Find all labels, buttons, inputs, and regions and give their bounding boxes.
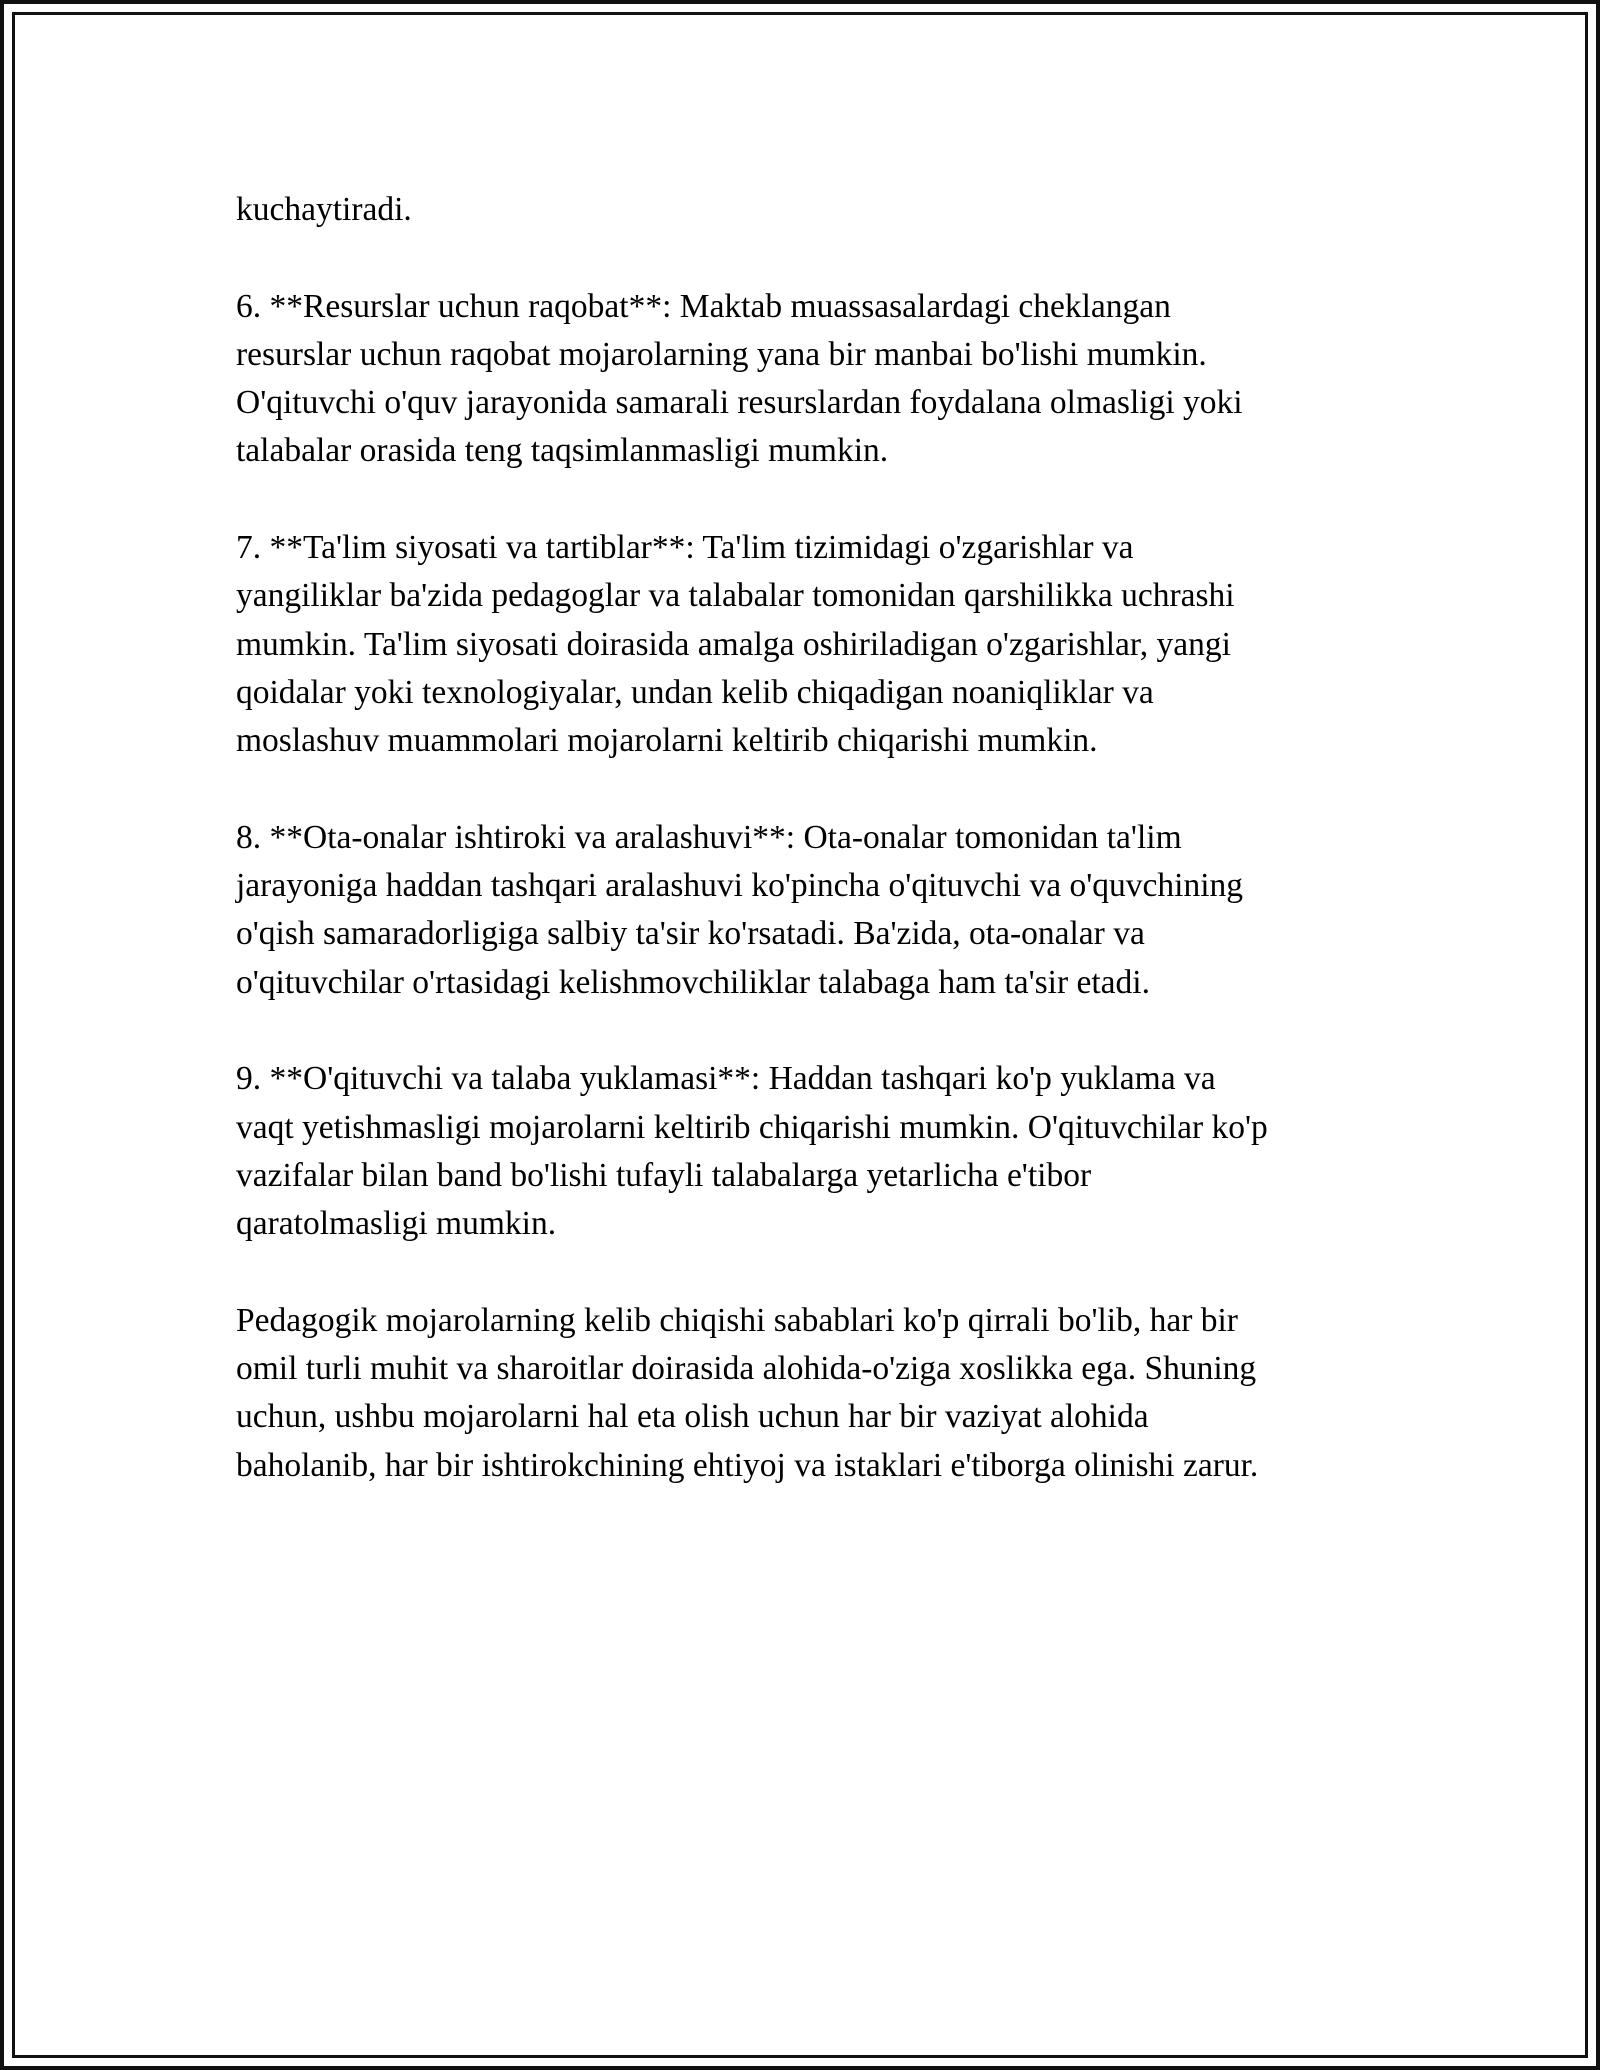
paragraph-item-6-resources (236, 283, 1386, 476)
text-line: mumkin. Ta'lim siyosati doirasida amalga oshiriladigan o'zgarishlar, yangi (236, 625, 1231, 663)
text-line: kuchaytiradi. (236, 191, 412, 228)
text-line: vazifalar bilan band bo'lishi tufayli talabalarga yetarlicha e'tibor (236, 1156, 1092, 1194)
text-line: 7. **Ta'lim siyosati va tartiblar**: Ta'lim tizimidagi o'zgarishlar va (236, 529, 1134, 567)
text-line: baholanib, har bir ishtirokchining ehtiyoj va istaklari e'tiborga olinishi zarur. (236, 1446, 1259, 1484)
text-line: vaqt yetishmasligi mojarolarni keltirib chiqarishi mumkin. O'qituvchilar ko'p (236, 1108, 1268, 1146)
text-line: 9. **O'qituvchi va talaba yuklamasi**: Haddan tashqari ko'p yuklama va (236, 1060, 1216, 1098)
text-line: o'qituvchilar o'rtasidagi kelishmovchiliklar talabaga ham ta'sir etadi. (236, 963, 1150, 1001)
paragraph-item-9-workload (236, 1055, 1386, 1248)
paragraph-item-7-policy (236, 524, 1386, 765)
text-line: qaratolmasligi mumkin. (236, 1205, 557, 1243)
text-line: yangiliklar ba'zida pedagoglar va talabalar tomonidan qarshilikka uchrashi (236, 577, 1235, 615)
text-line: 8. **Ota-onalar ishtiroki va aralashuvi**: Ota-onalar tomonidan ta'lim (236, 818, 1182, 856)
text-line: resurslar uchun raqobat mojarolarning yana bir manbai bo'lishi mumkin. (236, 335, 1207, 373)
paragraph-conclusion (236, 1297, 1386, 1490)
text-line: talabalar orasida teng taqsimlanmasligi mumkin. (236, 432, 889, 470)
text-line: uchun, ushbu mojarolarni hal eta olish uchun har bir vaziyat alohida (236, 1398, 1149, 1436)
text-line: O'qituvchi o'quv jarayonida samarali resurslardan foydalana olmasligi yoki (236, 384, 1243, 422)
text-line: moslashuv muammolari mojarolarni keltirib chiqarishi mumkin. (236, 722, 1098, 760)
paragraph-continuation (236, 186, 1386, 234)
text-line: omil turli muhit va sharoitlar doirasida alohida-o'ziga xoslikka ega. Shuning (236, 1350, 1257, 1388)
text-line: 6. **Resurslar uchun raqobat**: Maktab muassasalardagi cheklangan (236, 287, 1171, 325)
text-line: jarayoniga haddan tashqari aralashuvi ko'pincha o'qituvchi va o'quvchining (236, 867, 1243, 905)
paragraph-item-8-parents (236, 814, 1386, 1007)
text-line: qoidalar yoki texnologiyalar, undan kelib chiqadigan noaniqliklar va (236, 673, 1154, 711)
text-line: Pedagogik mojarolarning kelib chiqishi sabablari ko'p qirrali bo'lib, har bir (236, 1301, 1238, 1339)
text-line: o'qish samaradorligiga salbiy ta'sir ko'rsatadi. Ba'zida, ota-onalar va (236, 915, 1145, 953)
document-body (236, 186, 1386, 1538)
